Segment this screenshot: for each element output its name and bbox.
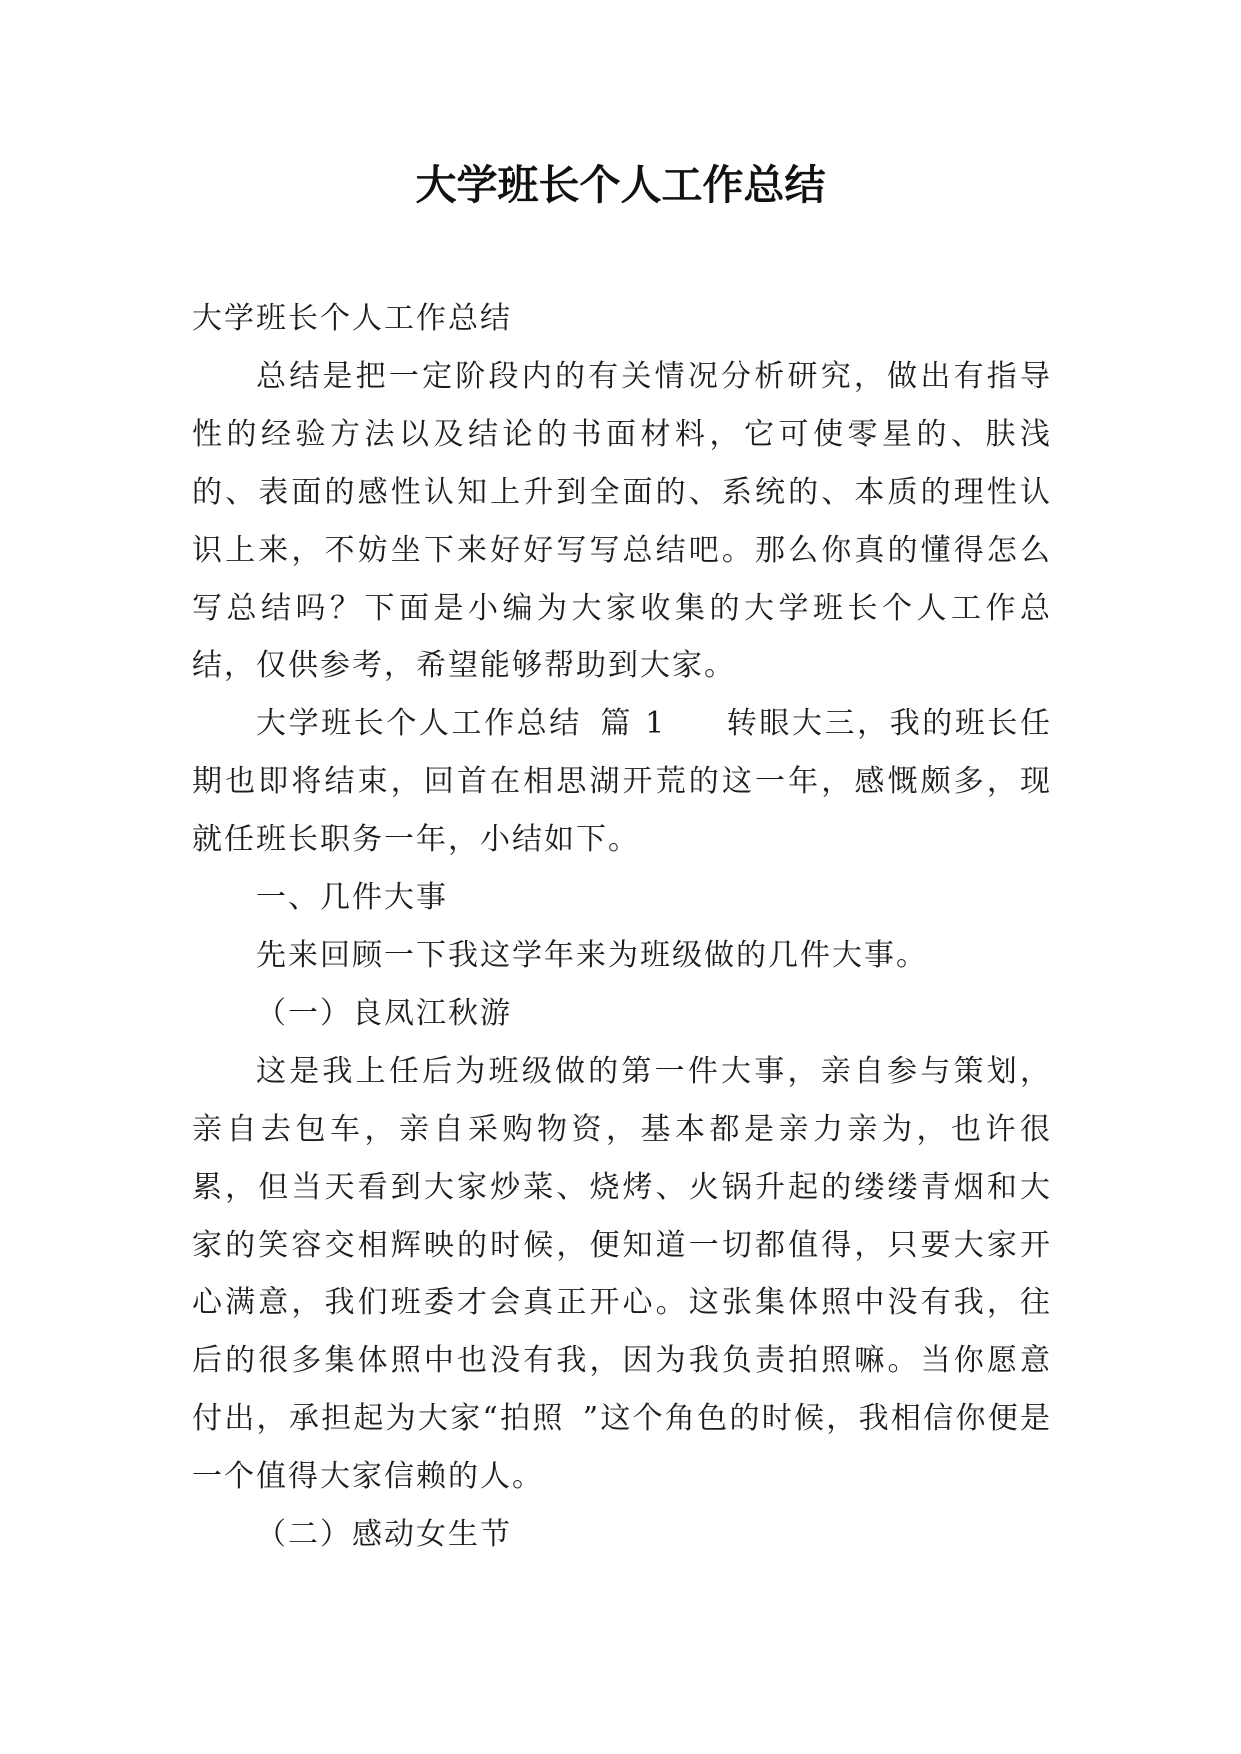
heading-line: 大学班长个人工作总结 <box>192 301 512 336</box>
item1-heading: （一）良凤江秋游 <box>256 995 512 1031</box>
item2-heading: （二）感动女生节 <box>256 1517 512 1553</box>
article1-paragraph <box>192 695 1052 869</box>
article1-lead: 转眼大三，我的班长任期也即将结束，回首在相思湖开荒的这一年，感慨颇多，现就任班长职务一年，小结如下。 <box>192 706 1053 858</box>
item1-text-b: ”这个角色的时候，我相信你便是一个值得大家信赖的人。 <box>192 1401 1052 1495</box>
document-body <box>192 290 1052 1564</box>
section1-heading: 一、几件大事 <box>256 880 448 916</box>
article1-label: 篇 1 <box>599 706 667 742</box>
section1-intro: 先来回顾一下我这学年来为班级做的几件大事。 <box>256 937 928 973</box>
document-title: 大学班长个人工作总结 <box>415 161 826 209</box>
article1-title: 大学班长个人工作总结 <box>256 706 582 742</box>
item1-text-a: 这是我上任后为班级做的第一件大事，亲自参与策划，亲自去包车，亲自采购物资，基本都是亲力亲为，也许很累，但当天看到大家炒菜、烧烤、火锅升起的缕缕青烟和大家的笑容交相辉映的时候，便知道一切都值得，只要大家开心满意，我们班委才会真正开心。这张集体照中没有我，往后的很多集体照中也没有我，因为我负责拍照嘛。当你愿意付出，承担起为大家“拍照 <box>192 1053 1052 1437</box>
item1-paragraph <box>192 1043 1052 1506</box>
intro-paragraph: 总结是把一定阶段内的有关情况分析研究，做出有指导性的经验方法以及结论的书面材料，它可使零星的、肤浅的、表面的感性认知上升到全面的、系统的、本质的理性认识上来，不妨坐下来好好写写总结吧。那么你真的懂得怎么写总结吗？下面是小编为大家收集的大学班长个人工作总结，仅供参考，希望能够帮助到大家。 <box>192 358 1052 684</box>
